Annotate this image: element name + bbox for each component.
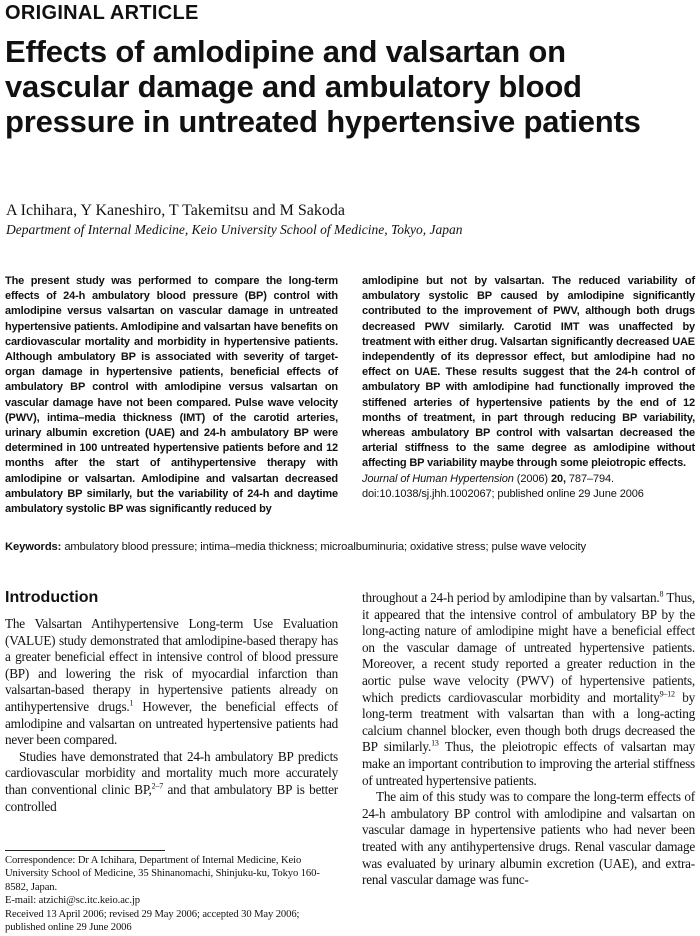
abstract-right-column [362, 274, 695, 502]
article-dates: Received 13 April 2006; revised 29 May 2006; accepted 30 May 2006; published online 29 June 2006 [5, 908, 300, 934]
correspondence-email: E-mail: atzichi@sc.itc.keio.ac.jp [5, 895, 140, 907]
keywords-label: Keywords: [5, 541, 62, 553]
intro-paragraph-4: The aim of this study was to compare the long-term effects of 24-h ambulatory BP control with amlodipine and valsartan on vascular damage in hypertensive patients who had never been treated with any antihypertensive drugs. Renal vascular damage was evaluated by urinary albumin excretion (UAE), and extra-renal vascular damage was func- [362, 789, 695, 888]
intro-p3-text-b: Thus, it appeared that the intensive control of ambulatory BP by the long-acting nature of amlodipine might have a beneficial effect on the vascular damage of untreated hypertensive patients. Moreover, a recent study reported a greater reduction in the aortic pulse wave velocity (PWV) of hypertensive patients, which predicts cardiovascular morbidity and mortality [362, 590, 696, 705]
correspondence-address: Correspondence: Dr A Ichihara, Department of Internal Medicine, Keio University School of Medicine, 35 Shinanomachi, Shinjuku-ku, Tokyo 160-8582, Japan. [5, 855, 320, 893]
reference-mark: 1 [129, 698, 134, 708]
abstract-text-part2: amlodipine but not by valsartan. The reduced variability of ambulatory systolic BP caused by amlodipine significantly contributed to the improvement of PWV, although both drugs decreased PWV similarly. Carotid IMT was unaffected by treatment with either drug. Valsartan significantly decreased UAE independently of its depressor effect, but amlodipine had no effect on UAE. These results suggest that the 24-h control of ambulatory BP with amlodipine had functionally improved the stiffened arteries of hypertensive patients by the end of 12 months of treatment, in part through reducing BP variability, whereas ambulatory BP control with valsartan decreased the arterial stiffness to the same degree as amlodipine without affecting BP variability maybe through some pleiotropic effects. [362, 275, 695, 470]
citation [362, 472, 695, 502]
keywords-text: ambulatory blood pressure; intima–media thickness; microalbuminuria; oxidative stress; pulse wave velocity [64, 541, 586, 553]
journal-name: Journal of Human Hypertension [362, 472, 514, 485]
section-label: ORIGINAL ARTICLE [5, 2, 199, 24]
correspondence-footnote [5, 854, 338, 934]
keywords-line [5, 541, 697, 553]
intro-paragraph-1 [5, 616, 338, 749]
citation-pages: 787–794. [568, 472, 614, 485]
citation-year: (2006) [516, 472, 548, 485]
intro-paragraph-2 [5, 749, 338, 815]
intro-p2-text-cont: and that ambulatory BP is better controlled [5, 781, 338, 814]
body-left-column [5, 616, 338, 815]
reference-mark: 13 [431, 738, 439, 748]
reference-mark: 9–12 [659, 689, 675, 699]
abstract-text-part1: The present study was performed to compare the long-term effects of 24-h ambulatory blood pressure (BP) control with amlodipine versus valsartan on vascular damage in untreated hypertensive patients. Amlodipine and valsartan have benefits on cardiovascular mortality and morbidity in hypertensive patients. Although ambulatory BP is associated with severity of target-organ damage in hypertensive patients, beneficial effects of ambulatory BP control with amlodipine versus valsartan on vascular damage have not been compared. Pulse wave velocity (PWV), intima–media thickness (IMT) of the carotid arteries, urinary albumin excretion (UAE) and 24-h ambulatory BP were determined in 100 untreated hypertensive patients before and 12 months after the start of antihypertensive therapy with amlodipine or valsartan. Amlodipine and valsartan decreased ambulatory BP similarly, but the variability of 24-h and daytime ambulatory systolic BP was significantly reduced by [5, 275, 338, 516]
reference-mark: 2–7 [151, 781, 164, 791]
intro-p3-text-c: by long-term treatment with valsartan than with a long-acting calcium channel blocker, even though both drugs decreased the BP similarly. [362, 689, 695, 755]
author-list: A Ichihara, Y Kaneshiro, T Takemitsu and M Sakoda [6, 202, 345, 219]
reference-mark: 8 [659, 589, 664, 599]
intro-paragraph-3 [362, 590, 695, 789]
intro-p2-text: Studies have demonstrated that 24-h ambulatory BP predicts cardiovascular morbidity and mortality much more accurately than conventional clinic BP, [5, 748, 338, 797]
footnote-divider [5, 850, 165, 851]
introduction-heading: Introduction [5, 589, 99, 606]
citation-volume: 20, [550, 472, 566, 485]
intro-p3-text-a: throughout a 24-h period by amlodipine than by valsartan. [362, 590, 660, 605]
doi-line: doi:10.1038/sj.jhh.1002067; published online 29 June 2006 [362, 487, 644, 500]
intro-p1-text: The Valsartan Antihypertensive Long-term Use Evaluation (VALUE) study demonstrated that amlodipine-based therapy has a greater beneficial effect in intensive control of blood pressure (BP) and lowering the risk of myocardial infarction than valsartan-based therapy in hypertensive patients already on antihypertensive drugs. [5, 616, 338, 714]
body-right-column [362, 590, 695, 889]
abstract-left-column [5, 274, 338, 517]
article-title: Effects of amlodipine and valsartan on vascular damage and ambulatory blood pressure in untreated hypertensive patients [5, 34, 641, 139]
affiliation: Department of Internal Medicine, Keio University School of Medicine, Tokyo, Japan [6, 222, 463, 237]
intro-p1-text-cont: However, the beneficial effects of amlodipine and valsartan on untreated hypertensive patients had never been compared. [5, 698, 338, 748]
intro-p3-text-d: Thus, the pleiotropic effects of valsartan may make an important contribution to improving the arterial stiffness of untreated hypertensive patients. [362, 739, 695, 788]
